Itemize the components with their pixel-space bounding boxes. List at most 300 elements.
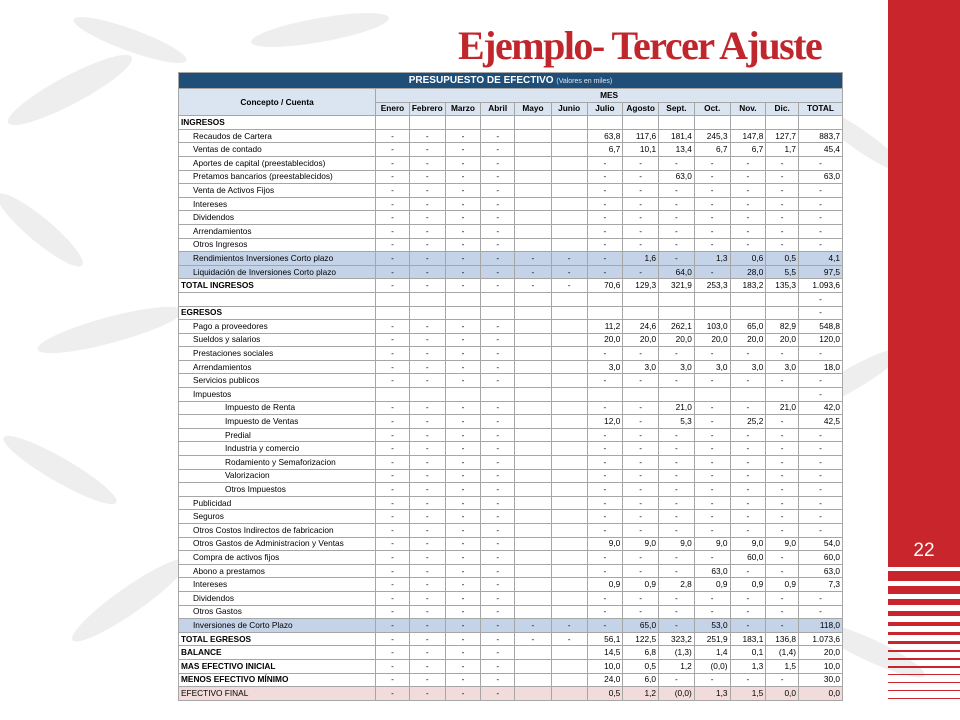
value-cell: - xyxy=(694,469,730,483)
value-cell: 1,7 xyxy=(766,143,799,157)
value-cell xyxy=(659,388,695,402)
value-cell xyxy=(551,306,587,320)
value-cell: 20,0 xyxy=(766,333,799,347)
value-cell xyxy=(551,374,587,388)
value-cell: 135,3 xyxy=(766,279,799,293)
value-cell: - xyxy=(694,496,730,510)
value-cell xyxy=(515,442,552,456)
value-cell: 7,3 xyxy=(798,578,842,592)
value-cell: - xyxy=(587,428,623,442)
row-label: Industria y comercio xyxy=(179,442,376,456)
row-label: Impuesto de Ventas xyxy=(179,415,376,429)
row-label: Otros Costos Indirectos de fabricacion xyxy=(179,524,376,538)
month-header-cell: Nov. xyxy=(730,102,766,116)
value-cell: - xyxy=(481,591,515,605)
value-cell: - xyxy=(587,591,623,605)
value-cell: - xyxy=(766,564,799,578)
value-cell: - xyxy=(445,224,481,238)
value-cell: 13,4 xyxy=(659,143,695,157)
value-cell: 6,7 xyxy=(587,143,623,157)
value-cell: - xyxy=(445,564,481,578)
table-row xyxy=(179,564,843,578)
row-label: Impuestos xyxy=(179,388,376,402)
value-cell: - xyxy=(376,578,410,592)
value-cell: - xyxy=(623,551,659,565)
value-cell: - xyxy=(445,496,481,510)
month-header-cell: Agosto xyxy=(623,102,659,116)
value-cell xyxy=(694,292,730,306)
value-cell: 120,0 xyxy=(798,333,842,347)
value-cell: 64,0 xyxy=(659,265,695,279)
value-cell: - xyxy=(798,374,842,388)
value-cell: 20,0 xyxy=(587,333,623,347)
value-cell xyxy=(409,306,445,320)
table-row xyxy=(179,605,843,619)
value-cell xyxy=(376,292,410,306)
value-cell: - xyxy=(798,224,842,238)
value-cell: - xyxy=(659,442,695,456)
cash-budget-table xyxy=(178,72,843,701)
value-cell: - xyxy=(798,184,842,198)
value-cell: 321,9 xyxy=(659,279,695,293)
month-header-cell: Enero xyxy=(376,102,410,116)
value-cell: - xyxy=(409,578,445,592)
value-cell: - xyxy=(481,619,515,633)
value-cell: (0,0) xyxy=(694,659,730,673)
value-cell xyxy=(551,578,587,592)
value-cell: - xyxy=(445,619,481,633)
value-cell: - xyxy=(659,673,695,687)
table-row xyxy=(179,306,843,320)
value-cell: - xyxy=(445,170,481,184)
row-label xyxy=(179,292,376,306)
value-cell xyxy=(515,524,552,538)
value-cell: 1,2 xyxy=(623,687,659,701)
value-cell xyxy=(481,292,515,306)
value-cell: 0,9 xyxy=(623,578,659,592)
row-label: Otros Impuestos xyxy=(179,483,376,497)
value-cell xyxy=(551,401,587,415)
table-row xyxy=(179,537,843,551)
row-label: Ventas de contado xyxy=(179,143,376,157)
value-cell: 0,0 xyxy=(766,687,799,701)
row-label: Seguros xyxy=(179,510,376,524)
value-cell: 20,0 xyxy=(694,333,730,347)
value-cell xyxy=(730,116,766,130)
value-cell: 53,0 xyxy=(694,619,730,633)
value-cell xyxy=(766,116,799,130)
value-cell: 9,0 xyxy=(623,537,659,551)
table-row xyxy=(179,524,843,538)
value-cell: - xyxy=(587,456,623,470)
row-label: Intereses xyxy=(179,197,376,211)
table-row xyxy=(179,591,843,605)
value-cell xyxy=(515,211,552,225)
value-cell: - xyxy=(481,632,515,646)
value-cell: - xyxy=(766,156,799,170)
value-cell: - xyxy=(376,496,410,510)
value-cell: - xyxy=(730,619,766,633)
row-label: Compra de activos fijos xyxy=(179,551,376,565)
value-cell: - xyxy=(481,265,515,279)
value-cell xyxy=(445,306,481,320)
table-row xyxy=(179,456,843,470)
value-cell: - xyxy=(766,524,799,538)
value-cell: - xyxy=(587,619,623,633)
value-cell: - xyxy=(481,347,515,361)
value-cell: - xyxy=(730,456,766,470)
value-cell: - xyxy=(409,646,445,660)
value-cell xyxy=(515,537,552,551)
value-cell: - xyxy=(445,320,481,334)
value-cell: 42,5 xyxy=(798,415,842,429)
value-cell: - xyxy=(623,428,659,442)
value-cell: - xyxy=(730,496,766,510)
value-cell xyxy=(730,388,766,402)
value-cell: - xyxy=(730,156,766,170)
value-cell xyxy=(551,442,587,456)
value-cell xyxy=(551,238,587,252)
table-row xyxy=(179,197,843,211)
table-row xyxy=(179,292,843,306)
row-label: Aportes de capital (preestablecidos) xyxy=(179,156,376,170)
value-cell: 63,0 xyxy=(694,564,730,578)
value-cell: - xyxy=(445,510,481,524)
value-cell: - xyxy=(481,673,515,687)
value-cell: - xyxy=(445,156,481,170)
value-cell: - xyxy=(623,524,659,538)
value-cell: - xyxy=(481,442,515,456)
row-label: Inversiones de Corto Plazo xyxy=(179,619,376,633)
value-cell xyxy=(515,469,552,483)
value-cell: - xyxy=(376,591,410,605)
value-cell: 63,0 xyxy=(798,170,842,184)
month-header-cell: Mayo xyxy=(515,102,552,116)
value-cell: - xyxy=(623,564,659,578)
table-row xyxy=(179,252,843,266)
value-cell: - xyxy=(798,605,842,619)
month-header-cell: Dic. xyxy=(766,102,799,116)
value-cell: - xyxy=(766,415,799,429)
value-cell: - xyxy=(551,619,587,633)
value-cell: - xyxy=(694,456,730,470)
value-cell: - xyxy=(587,524,623,538)
value-cell: 63,0 xyxy=(659,170,695,184)
value-cell xyxy=(445,116,481,130)
value-cell: - xyxy=(766,456,799,470)
value-cell xyxy=(730,292,766,306)
value-cell: - xyxy=(587,211,623,225)
row-label: Arrendamientos xyxy=(179,224,376,238)
value-cell: - xyxy=(659,456,695,470)
value-cell: 2,8 xyxy=(659,578,695,592)
value-cell: - xyxy=(659,510,695,524)
table-row xyxy=(179,510,843,524)
value-cell: - xyxy=(694,184,730,198)
value-cell: - xyxy=(623,184,659,198)
value-cell: - xyxy=(730,469,766,483)
value-cell: - xyxy=(659,347,695,361)
value-cell: - xyxy=(481,197,515,211)
value-cell: - xyxy=(694,591,730,605)
value-cell xyxy=(551,143,587,157)
value-cell xyxy=(409,116,445,130)
value-cell: - xyxy=(730,374,766,388)
value-cell: 1,6 xyxy=(623,252,659,266)
value-cell: 6,7 xyxy=(694,143,730,157)
value-cell: - xyxy=(694,224,730,238)
table-row xyxy=(179,428,843,442)
value-cell: - xyxy=(798,238,842,252)
row-label: Intereses xyxy=(179,578,376,592)
value-cell: - xyxy=(730,238,766,252)
table-row xyxy=(179,265,843,279)
value-cell: 9,0 xyxy=(730,537,766,551)
value-cell: 1.073,6 xyxy=(798,632,842,646)
value-cell xyxy=(551,116,587,130)
value-cell: - xyxy=(445,211,481,225)
value-cell: - xyxy=(376,483,410,497)
month-header-cell: Junio xyxy=(551,102,587,116)
row-label: Pago a proveedores xyxy=(179,320,376,334)
value-cell: - xyxy=(694,170,730,184)
value-cell xyxy=(551,469,587,483)
value-cell: - xyxy=(766,510,799,524)
value-cell: 65,0 xyxy=(623,619,659,633)
value-cell: - xyxy=(481,659,515,673)
value-cell: 147,8 xyxy=(730,129,766,143)
value-cell xyxy=(481,116,515,130)
table-row xyxy=(179,551,843,565)
table-row xyxy=(179,238,843,252)
value-cell xyxy=(551,388,587,402)
month-header-cell: Oct. xyxy=(694,102,730,116)
value-cell: - xyxy=(376,143,410,157)
value-cell xyxy=(481,388,515,402)
value-cell xyxy=(515,374,552,388)
value-cell xyxy=(551,687,587,701)
value-cell xyxy=(551,483,587,497)
value-cell: - xyxy=(587,197,623,211)
value-cell: - xyxy=(409,564,445,578)
value-cell: - xyxy=(798,469,842,483)
value-cell xyxy=(551,537,587,551)
value-cell xyxy=(409,388,445,402)
value-cell: 24,6 xyxy=(623,320,659,334)
value-cell: - xyxy=(587,510,623,524)
row-label: Dividendos xyxy=(179,591,376,605)
value-cell: 253,3 xyxy=(694,279,730,293)
value-cell xyxy=(659,116,695,130)
value-cell xyxy=(515,116,552,130)
value-cell: - xyxy=(376,605,410,619)
value-cell: - xyxy=(376,224,410,238)
value-cell xyxy=(515,347,552,361)
row-label: TOTAL INGRESOS xyxy=(179,279,376,293)
value-cell: - xyxy=(409,591,445,605)
value-cell: - xyxy=(445,238,481,252)
value-cell xyxy=(551,170,587,184)
table-row xyxy=(179,360,843,374)
value-cell: - xyxy=(376,619,410,633)
value-cell: 9,0 xyxy=(587,537,623,551)
value-cell: - xyxy=(409,197,445,211)
value-cell xyxy=(515,605,552,619)
value-cell: - xyxy=(376,347,410,361)
value-cell xyxy=(515,320,552,334)
value-cell: - xyxy=(587,442,623,456)
row-label: Prestaciones sociales xyxy=(179,347,376,361)
value-cell: - xyxy=(623,238,659,252)
value-cell: - xyxy=(730,224,766,238)
value-cell: - xyxy=(694,483,730,497)
row-label: Rendimientos Inversiones Corto plazo xyxy=(179,252,376,266)
table-row xyxy=(179,184,843,198)
row-label: Arrendamientos xyxy=(179,360,376,374)
value-cell xyxy=(481,306,515,320)
value-cell: - xyxy=(481,428,515,442)
value-cell: - xyxy=(376,156,410,170)
value-cell: - xyxy=(766,591,799,605)
value-cell xyxy=(515,673,552,687)
value-cell: - xyxy=(659,564,695,578)
value-cell: - xyxy=(445,265,481,279)
value-cell: 103,0 xyxy=(694,320,730,334)
value-cell: - xyxy=(409,496,445,510)
value-cell: - xyxy=(766,469,799,483)
value-cell: - xyxy=(376,442,410,456)
value-cell: - xyxy=(376,428,410,442)
value-cell: - xyxy=(766,197,799,211)
value-cell xyxy=(551,197,587,211)
value-cell xyxy=(376,388,410,402)
value-cell: 14,5 xyxy=(587,646,623,660)
value-cell: - xyxy=(515,619,552,633)
value-cell: - xyxy=(481,496,515,510)
value-cell: 1,5 xyxy=(730,687,766,701)
value-cell: - xyxy=(623,456,659,470)
value-cell: 63,8 xyxy=(587,129,623,143)
value-cell: 42,0 xyxy=(798,401,842,415)
value-cell: - xyxy=(409,469,445,483)
value-cell: - xyxy=(409,673,445,687)
value-cell: 1,3 xyxy=(730,659,766,673)
value-cell: - xyxy=(445,524,481,538)
value-cell: - xyxy=(409,265,445,279)
value-cell: 127,7 xyxy=(766,129,799,143)
value-cell: 3,0 xyxy=(587,360,623,374)
month-header-cell: TOTAL xyxy=(798,102,842,116)
value-cell: 1,3 xyxy=(694,687,730,701)
value-cell: - xyxy=(623,211,659,225)
value-cell: - xyxy=(694,211,730,225)
table-row xyxy=(179,469,843,483)
value-cell: - xyxy=(766,483,799,497)
table-row xyxy=(179,496,843,510)
value-cell: - xyxy=(481,170,515,184)
value-cell: - xyxy=(445,401,481,415)
value-cell: - xyxy=(730,211,766,225)
value-cell: - xyxy=(445,374,481,388)
value-cell xyxy=(376,306,410,320)
value-cell: - xyxy=(694,442,730,456)
value-cell: 82,9 xyxy=(766,320,799,334)
value-cell xyxy=(798,116,842,130)
value-cell: - xyxy=(766,673,799,687)
row-label: Sueldos y salarios xyxy=(179,333,376,347)
value-cell: 183,2 xyxy=(730,279,766,293)
value-cell: - xyxy=(481,578,515,592)
value-cell: - xyxy=(694,673,730,687)
value-cell: 12,0 xyxy=(587,415,623,429)
value-cell xyxy=(515,456,552,470)
row-label: Otros Ingresos xyxy=(179,238,376,252)
value-cell: - xyxy=(587,156,623,170)
value-cell: - xyxy=(766,184,799,198)
value-cell: - xyxy=(409,224,445,238)
value-cell: - xyxy=(409,360,445,374)
value-cell: 63,0 xyxy=(798,564,842,578)
value-cell: - xyxy=(798,483,842,497)
value-cell: - xyxy=(376,659,410,673)
table-row xyxy=(179,687,843,701)
value-cell: 60,0 xyxy=(730,551,766,565)
value-cell: - xyxy=(376,510,410,524)
value-cell xyxy=(515,129,552,143)
value-cell: - xyxy=(587,469,623,483)
value-cell: - xyxy=(445,333,481,347)
value-cell: 28,0 xyxy=(730,265,766,279)
value-cell: - xyxy=(694,401,730,415)
value-cell: 6,8 xyxy=(623,646,659,660)
value-cell: - xyxy=(694,238,730,252)
value-cell: - xyxy=(730,347,766,361)
value-cell xyxy=(551,496,587,510)
value-cell: - xyxy=(766,496,799,510)
value-cell: - xyxy=(376,456,410,470)
value-cell: - xyxy=(623,415,659,429)
value-cell: - xyxy=(376,524,410,538)
value-cell: - xyxy=(798,428,842,442)
value-cell: - xyxy=(551,252,587,266)
row-label: Venta de Activos Fijos xyxy=(179,184,376,198)
table-row xyxy=(179,632,843,646)
value-cell: - xyxy=(445,143,481,157)
value-cell: - xyxy=(515,265,552,279)
value-cell: - xyxy=(798,211,842,225)
value-cell xyxy=(587,116,623,130)
value-cell xyxy=(730,306,766,320)
row-label: Pretamos bancarios (preestablecidos) xyxy=(179,170,376,184)
value-cell: - xyxy=(481,333,515,347)
value-cell: - xyxy=(376,333,410,347)
value-cell xyxy=(376,116,410,130)
value-cell: - xyxy=(587,605,623,619)
value-cell: - xyxy=(409,619,445,633)
row-label: MENOS EFECTIVO MÍNIMO xyxy=(179,673,376,687)
value-cell: - xyxy=(623,605,659,619)
value-cell: 25,2 xyxy=(730,415,766,429)
value-cell: 129,3 xyxy=(623,279,659,293)
value-cell xyxy=(587,306,623,320)
slide-title: Ejemplo- Tercer Ajuste xyxy=(458,23,822,68)
value-cell xyxy=(515,659,552,673)
value-cell: 54,0 xyxy=(798,537,842,551)
value-cell: - xyxy=(409,238,445,252)
value-cell: - xyxy=(587,170,623,184)
table-row xyxy=(179,320,843,334)
page-number: 22 xyxy=(888,533,960,567)
